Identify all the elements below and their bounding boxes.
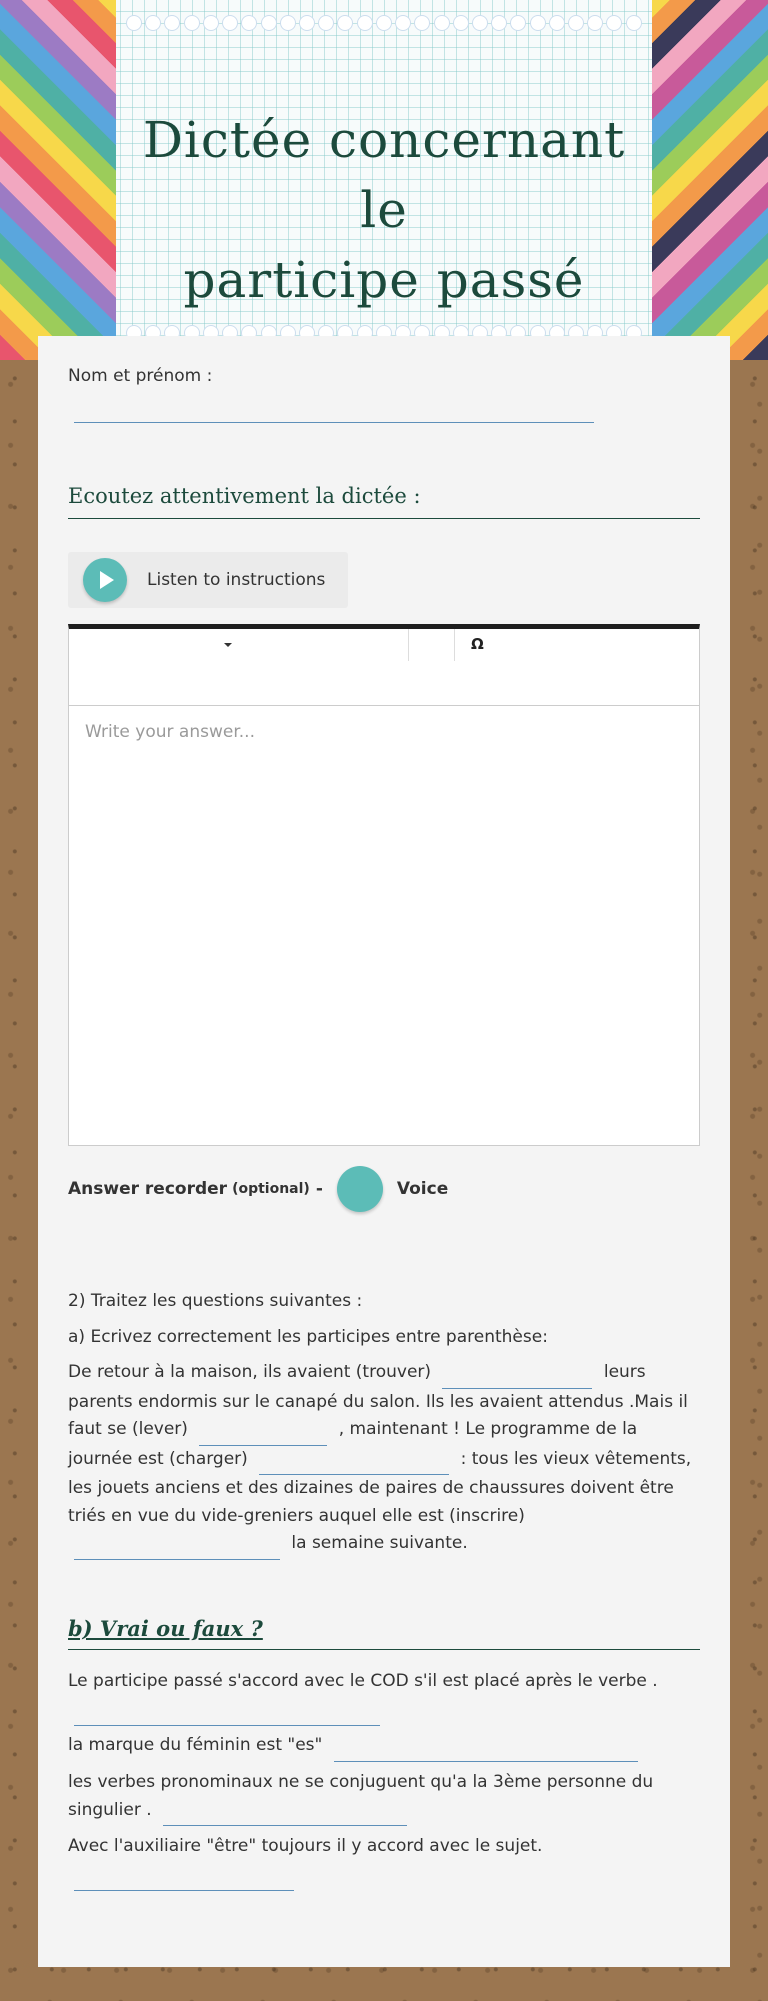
section2-title: 2) Traitez les questions suivantes : <box>68 1291 363 1311</box>
toolbar-divider <box>454 629 455 661</box>
section2-sub-a: a) Ecrivez correctement les participes entre parenthèse: <box>68 1327 548 1347</box>
question-1: Le participe passé s'accord avec le COD s'il est placé après le verbe . <box>68 1671 658 1691</box>
question-3: les verbes pronominaux ne se conjuguent qu'a la 3ème personne du singulier . <box>68 1772 654 1820</box>
blank-trouver[interactable] <box>442 1366 592 1389</box>
answer-q3[interactable] <box>163 1803 407 1826</box>
paragraph-text-4: : tous les vieux vêtements, les jouets anciens et des dizaines de paires de chaussures doivent être triés en vue du vide-greniers auquel elle est (inscrire) <box>68 1448 692 1526</box>
title-line-2: participe passé <box>183 251 585 309</box>
blank-inscrire[interactable] <box>74 1537 280 1560</box>
editor-toolbar <box>69 629 699 706</box>
paragraph-text-5: la semaine suivante. <box>291 1533 468 1553</box>
answer-q2[interactable] <box>334 1739 638 1762</box>
notebook-holes-top <box>126 15 642 29</box>
play-icon <box>83 558 127 602</box>
decorative-stripe-left <box>0 0 116 360</box>
recorder-label: Answer recorder <box>68 1179 228 1199</box>
dropdown-caret-icon[interactable] <box>224 643 232 647</box>
listen-button-label: Listen to instructions <box>147 570 326 590</box>
question-3-row <box>68 1769 700 1826</box>
voice-label: Voice <box>396 1179 449 1199</box>
answer-editor <box>68 624 700 1146</box>
special-characters-icon[interactable]: Ω <box>471 635 484 653</box>
listen-heading: Ecoutez attentivement la dictée : <box>68 484 700 519</box>
page-title <box>116 105 652 315</box>
paragraph-text-2: leurs parents endormis sur le canapé du salon. Ils les avaient attendus .Mais il faut se (lever) <box>68 1362 688 1439</box>
paragraph-text-1: De retour à la maison, ils avaient (trouver) <box>68 1362 432 1382</box>
worksheet-card <box>38 336 730 1967</box>
question-4: Avec l'auxiliaire "être" toujours il y accord avec le sujet. <box>68 1836 543 1856</box>
recorder-optional: (optional) <box>232 1181 310 1197</box>
recorder-dash: - <box>315 1179 323 1199</box>
answer-recorder <box>68 1166 448 1212</box>
answer-q1[interactable] <box>74 1701 380 1726</box>
listen-to-instructions-button[interactable] <box>68 552 348 608</box>
decorative-stripe-right <box>652 0 768 360</box>
toolbar-divider <box>408 629 409 661</box>
name-input[interactable] <box>74 398 594 423</box>
fill-in-paragraph <box>68 1359 700 1560</box>
record-button[interactable] <box>337 1166 383 1212</box>
blank-lever[interactable] <box>199 1423 327 1446</box>
blank-charger[interactable] <box>259 1452 449 1475</box>
name-label: Nom et prénom : <box>68 366 213 386</box>
header-banner <box>0 0 768 360</box>
paragraph-text-3: , maintenant ! Le programme de la journée est (charger) <box>68 1419 638 1469</box>
question-2: la marque du féminin est "es" <box>68 1735 323 1755</box>
question-2-row <box>68 1732 700 1762</box>
true-false-heading: b) Vrai ou faux ? <box>68 1616 700 1650</box>
title-line-1: Dictée concernant le <box>142 111 626 239</box>
answer-q4[interactable] <box>74 1866 294 1891</box>
answer-textarea[interactable] <box>69 706 699 1144</box>
